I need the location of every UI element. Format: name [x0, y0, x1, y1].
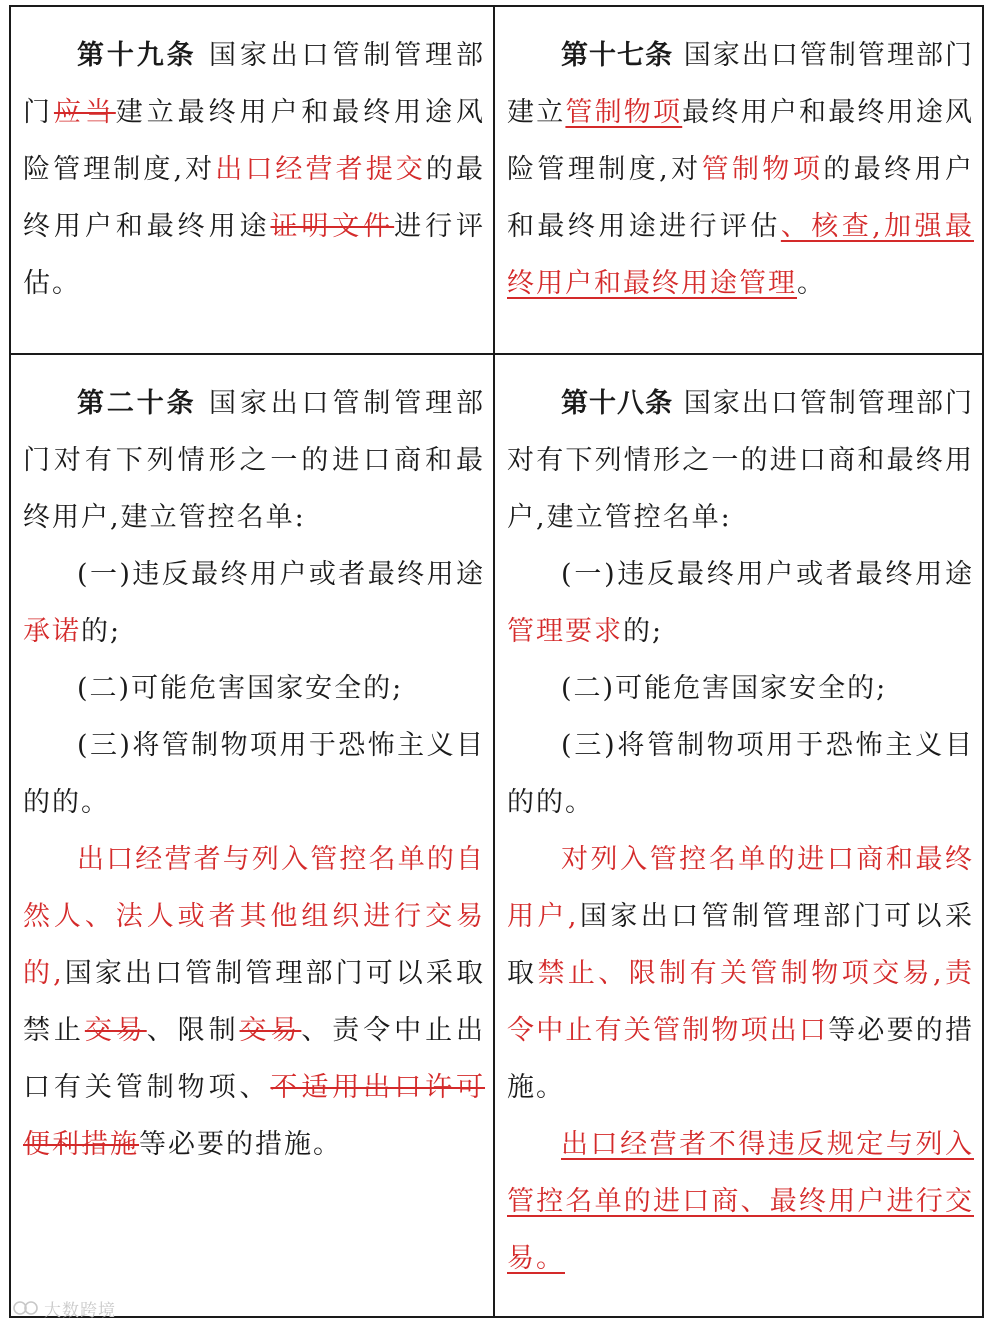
deleted-text: 不适用出口许可便利措施 — [23, 1072, 486, 1160]
article-20-item-2: (二)可能危害国家安全的; — [77, 673, 404, 704]
chat-bubble-icon — [12, 1300, 40, 1321]
article-text: (一)违反最终用户或者最终用途 — [77, 559, 485, 590]
article-text: 最终用户和最终用途风险管理制度,对 — [507, 97, 975, 185]
changed-text: 管制物项 — [701, 154, 824, 185]
article-text: 国家出口管制管理部门 — [23, 40, 485, 128]
watermark — [12, 1296, 116, 1321]
article-19-title: 第十九条 — [77, 40, 197, 71]
table-row — [10, 354, 983, 1317]
changed-text: 出口经营者与列入管控名单的自然人、法人或者其他组织进行交易的, — [23, 844, 485, 989]
article-text: 国家出口管制管理部门建立 — [507, 40, 974, 128]
deleted-text: 交易 — [84, 1015, 147, 1046]
article-text: 的; — [81, 616, 122, 647]
inserted-text: 管制物项 — [565, 97, 683, 128]
cell-article-17 — [494, 6, 983, 354]
article-20-item-1 — [23, 546, 485, 660]
article-text: 建立最终用户和最终用途风险管理制度,对 — [23, 97, 486, 185]
changed-text: 出口经营者提交 — [215, 154, 426, 185]
article-19-paragraph — [23, 27, 485, 312]
article-text: 国家出口管制管理部门对有下列情形之一的进口商和最终用户,建立管控名单: — [507, 388, 974, 533]
changed-text: 对列入管控名单的进口商和最终用户, — [507, 844, 974, 932]
article-17-title: 第十七条 — [561, 40, 674, 71]
inserted-text: 、核查,加强最终用户和最终用途管理 — [507, 211, 974, 299]
article-20-paragraph-2 — [23, 831, 485, 1173]
cell-article-20 — [10, 354, 494, 1317]
article-text: 的最终用户和最终用途进行评估 — [507, 154, 975, 242]
article-20-intro — [23, 375, 485, 546]
article-text: 国家出口管制管理部门可以采取 — [507, 901, 974, 989]
cell-article-18 — [494, 354, 983, 1317]
article-text: 、责令中止出口有关管制物项、 — [23, 1015, 486, 1103]
article-18-item-1 — [507, 546, 974, 660]
watermark-text: 大数跨境 — [44, 1301, 116, 1321]
article-18-paragraph-3 — [507, 1116, 974, 1287]
comparison-table — [9, 5, 984, 1318]
changed-text: 禁止、限制有关管制物项交易,责令中止有关管制物项出口 — [507, 958, 974, 1046]
article-18-intro — [507, 375, 974, 546]
article-18-item-3: (三)将管制物项用于恐怖主义目的的。 — [507, 730, 974, 818]
table-row — [10, 6, 983, 354]
article-text: 国家出口管制管理部门对有下列情形之一的进口商和最终用户,建立管控名单: — [23, 388, 485, 533]
article-text: 的最终用户和最终用途 — [23, 154, 485, 242]
inserted-text: 出口经营者不得违反规定与列入管控名单的进口商、最终用户进行交易。 — [507, 1129, 974, 1274]
changed-text: 承诺 — [23, 616, 81, 647]
article-text: 、限制 — [146, 1015, 240, 1046]
article-text: 进行评估。 — [23, 211, 486, 299]
article-text: 等必要的措施。 — [507, 1015, 975, 1103]
article-text: 国家出口管制管理部门可以采取禁止 — [23, 958, 485, 1046]
article-text: 等必要的措施。 — [139, 1129, 342, 1160]
article-text: 的; — [623, 616, 664, 647]
article-18-item-2: (二)可能危害国家安全的; — [561, 673, 888, 704]
changed-text: 管理要求 — [507, 616, 623, 647]
article-18-paragraph-2 — [507, 831, 974, 1116]
deleted-text: 交易 — [239, 1015, 302, 1046]
article-20-item-3: (三)将管制物项用于恐怖主义目的的。 — [23, 730, 485, 818]
cell-article-19 — [10, 6, 494, 354]
article-text: (一)违反最终用户或者最终用途 — [561, 559, 974, 590]
article-text: 。 — [797, 268, 826, 299]
deleted-text: 应当 — [53, 97, 116, 128]
article-20-title: 第二十条 — [77, 388, 197, 419]
article-18-title: 第十八条 — [561, 388, 674, 419]
article-17-paragraph — [507, 27, 974, 312]
deleted-text: 证明文件 — [270, 211, 395, 242]
